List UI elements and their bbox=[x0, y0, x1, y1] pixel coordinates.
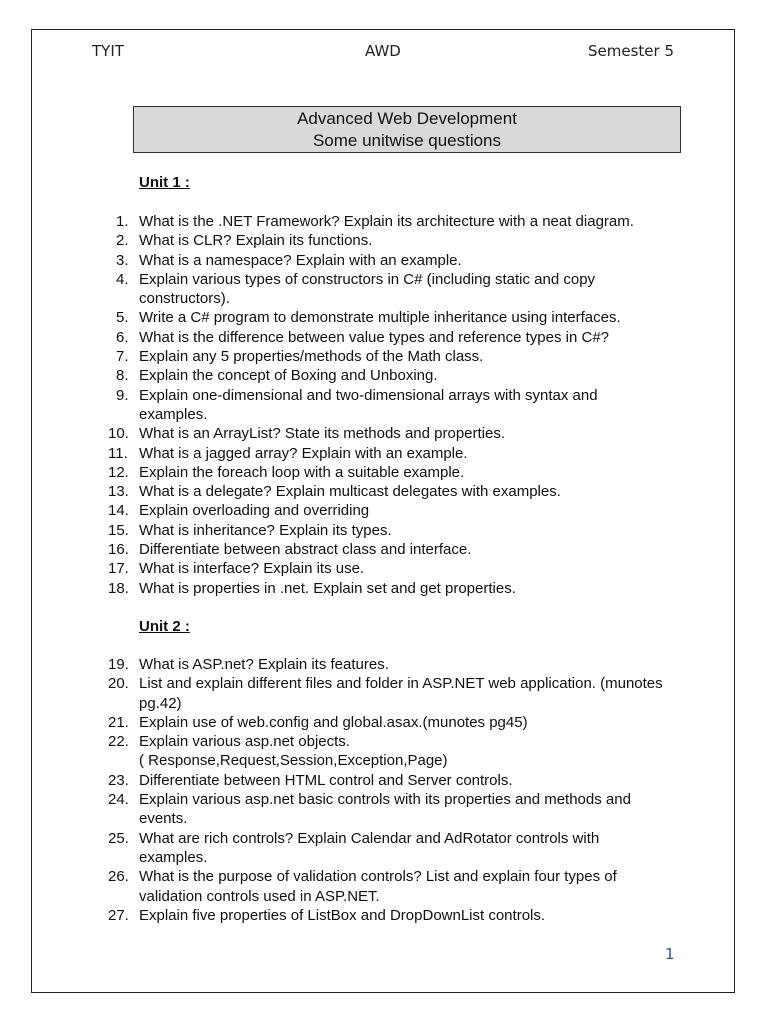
question-item bbox=[108, 713, 668, 732]
question-number: 9. bbox=[116, 386, 129, 404]
question-item bbox=[108, 829, 668, 868]
question-number: 23. bbox=[108, 771, 129, 789]
question-number: 12. bbox=[108, 463, 129, 481]
question-item bbox=[108, 906, 668, 925]
question-text: What is the difference between value types and reference types in C#? bbox=[139, 328, 610, 346]
question-number: 22. bbox=[108, 733, 129, 751]
question-item bbox=[108, 308, 668, 327]
question-item bbox=[108, 540, 668, 559]
question-number: 20. bbox=[108, 675, 129, 693]
question-item bbox=[108, 366, 668, 385]
question-number: 7. bbox=[116, 348, 129, 366]
question-text: List and explain different files and folder in ASP.NET web application. (munotes pg.42) bbox=[139, 675, 663, 712]
title-box bbox=[133, 106, 681, 153]
question-number: 15. bbox=[108, 521, 129, 539]
question-item bbox=[108, 771, 668, 790]
question-item bbox=[108, 386, 668, 425]
question-text: What is the purpose of validation controls? List and explain four types of validation controls used in ASP.NET. bbox=[139, 868, 617, 905]
question-text: Explain the concept of Boxing and Unboxing. bbox=[139, 367, 438, 385]
question-text: What is interface? Explain its use. bbox=[139, 560, 365, 578]
question-number: 13. bbox=[108, 483, 129, 501]
title-line-2: Some unitwise questions bbox=[312, 131, 502, 150]
question-number: 25. bbox=[108, 829, 129, 847]
question-item bbox=[108, 732, 668, 771]
question-number: 6. bbox=[116, 328, 129, 346]
question-item bbox=[108, 328, 668, 347]
question-number: 11. bbox=[108, 444, 128, 462]
question-text: Explain various types of constructors in C# (including static and copy constructors). bbox=[139, 270, 596, 308]
question-text: What is a namespace? Explain with an example. bbox=[139, 251, 462, 269]
page-number: 1 bbox=[665, 945, 675, 963]
question-item bbox=[108, 251, 668, 270]
question-text: Explain various asp.net objects. bbox=[139, 733, 350, 751]
question-number: 10. bbox=[108, 425, 129, 443]
question-text: Explain use of web.config and global.asax.(munotes pg45) bbox=[139, 713, 528, 731]
question-number: 3. bbox=[116, 251, 129, 269]
unit-1-heading: Unit 1 : bbox=[139, 174, 190, 191]
question-text: Explain any 5 properties/methods of the Math class. bbox=[139, 348, 484, 366]
question-item bbox=[108, 674, 668, 713]
question-text: Differentiate between abstract class and interface. bbox=[139, 541, 472, 559]
unit-2-question-list bbox=[108, 655, 668, 925]
question-number: 27. bbox=[108, 906, 129, 924]
question-number: 21. bbox=[108, 713, 129, 731]
question-text: Differentiate between HTML control and Server controls. bbox=[139, 771, 513, 789]
question-number: 14. bbox=[108, 502, 129, 520]
question-item bbox=[108, 270, 668, 309]
header-center: AWD bbox=[365, 42, 401, 60]
question-text-continuation: ( Response,Request,Session,Exception,Page) bbox=[139, 752, 448, 770]
question-text: What is ASP.net? Explain its features. bbox=[139, 656, 389, 673]
question-item bbox=[108, 655, 668, 674]
question-item bbox=[108, 559, 668, 578]
question-text: What is inheritance? Explain its types. bbox=[139, 521, 392, 539]
question-number: 26. bbox=[108, 868, 129, 886]
question-item bbox=[108, 444, 668, 463]
question-number: 8. bbox=[116, 367, 129, 385]
question-text: Explain various asp.net basic controls with its properties and methods and events. bbox=[139, 791, 631, 828]
question-text: What is an ArrayList? State its methods and properties. bbox=[139, 425, 506, 443]
header-left: TYIT bbox=[92, 42, 124, 60]
question-number: 5. bbox=[116, 309, 129, 327]
question-text: Explain one-dimensional and two-dimensional arrays with syntax and examples. bbox=[139, 386, 598, 423]
question-item bbox=[108, 501, 668, 520]
question-text: Write a C# program to demonstrate multiple inheritance using interfaces. bbox=[139, 309, 621, 327]
question-number: 2. bbox=[116, 232, 129, 250]
question-item bbox=[108, 231, 668, 250]
question-item bbox=[108, 424, 668, 443]
question-text: Explain five properties of ListBox and DropDownList controls. bbox=[139, 906, 546, 924]
question-item bbox=[108, 463, 668, 482]
question-item bbox=[108, 867, 668, 906]
question-text: Explain overloading and overriding bbox=[139, 502, 370, 520]
question-text: What is the .NET Framework? Explain its architecture with a neat diagram. bbox=[139, 213, 634, 230]
question-text: What is CLR? Explain its functions. bbox=[139, 232, 373, 250]
question-item bbox=[108, 579, 668, 598]
question-text: What are rich controls? Explain Calendar and AdRotator controls with examples. bbox=[139, 829, 600, 866]
question-item bbox=[108, 790, 668, 829]
question-text: What is a jagged array? Explain with an example. bbox=[139, 444, 468, 462]
unit-1-question-list bbox=[108, 212, 668, 598]
question-number: 24. bbox=[108, 791, 129, 809]
question-number: 16. bbox=[108, 541, 129, 559]
question-number: 1. bbox=[116, 213, 129, 230]
question-item bbox=[108, 482, 668, 501]
question-number: 17. bbox=[108, 560, 129, 578]
question-item bbox=[108, 347, 668, 366]
question-number: 4. bbox=[116, 270, 129, 288]
question-number: 18. bbox=[108, 579, 129, 597]
question-text: Explain the foreach loop with a suitable example. bbox=[139, 463, 465, 481]
title-line-1: Advanced Web Development bbox=[297, 109, 517, 128]
question-text: What is a delegate? Explain multicast delegates with examples. bbox=[139, 483, 561, 501]
question-item bbox=[108, 212, 668, 231]
question-number: 19. bbox=[108, 656, 129, 673]
question-text: What is properties in .net. Explain set and get properties. bbox=[139, 579, 516, 597]
question-item bbox=[108, 521, 668, 540]
unit-2-heading: Unit 2 : bbox=[139, 618, 190, 635]
header-right: Semester 5 bbox=[588, 42, 674, 60]
